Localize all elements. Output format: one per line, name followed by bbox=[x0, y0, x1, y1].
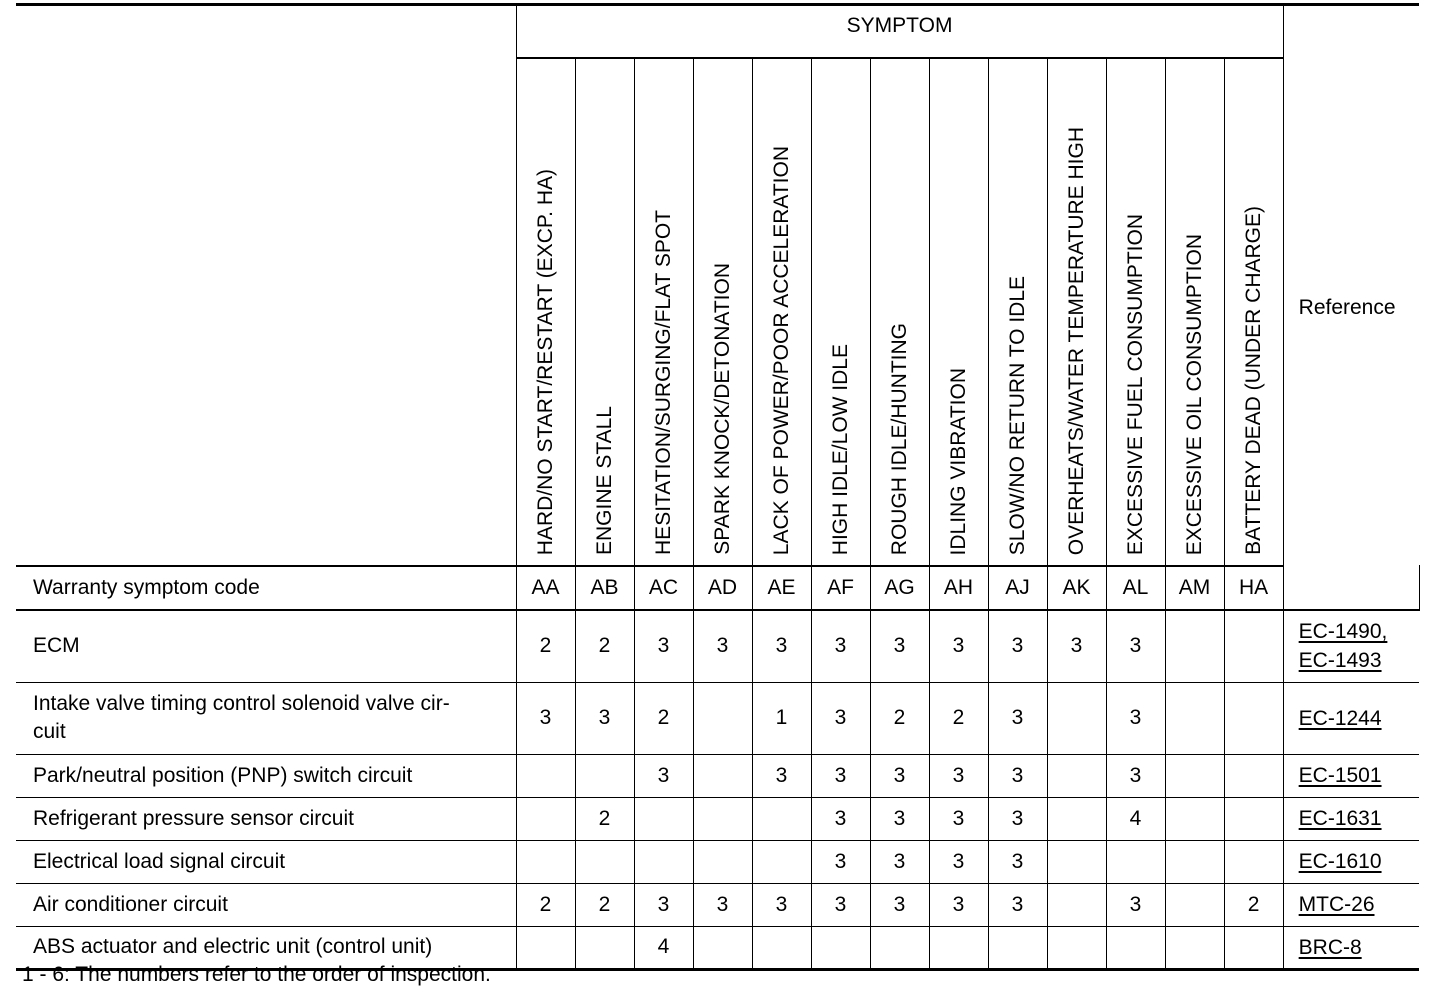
inspection-order-cell: 3 bbox=[929, 840, 988, 883]
inspection-order-cell bbox=[693, 840, 752, 883]
warranty-code-cell: AK bbox=[1047, 566, 1106, 610]
warranty-code-cell: AG bbox=[870, 566, 929, 610]
inspection-order-cell bbox=[988, 926, 1047, 969]
inspection-order-cell: 3 bbox=[870, 797, 929, 840]
inspection-order-cell bbox=[634, 840, 693, 883]
inspection-order-cell: 4 bbox=[1106, 797, 1165, 840]
inspection-order-cell: 3 bbox=[988, 797, 1047, 840]
symptom-column-label bbox=[516, 58, 575, 566]
reference-link[interactable]: EC-1610 bbox=[1298, 850, 1382, 873]
inspection-order-cell: 3 bbox=[988, 610, 1047, 682]
inspection-order-cell: 3 bbox=[929, 754, 988, 797]
symptom-label-text: LACK OF POWER/POOR ACCELERATION bbox=[769, 145, 793, 555]
inspection-order-cell: 3 bbox=[811, 610, 870, 682]
symptom-column-label bbox=[988, 58, 1047, 566]
inspection-order-cell: 3 bbox=[929, 610, 988, 682]
inspection-order-cell bbox=[1047, 926, 1106, 969]
inspection-order-cell bbox=[1224, 610, 1283, 682]
warranty-code-cell: AJ bbox=[988, 566, 1047, 610]
inspection-order-cell: 3 bbox=[929, 797, 988, 840]
inspection-order-cell bbox=[516, 797, 575, 840]
component-name: Refrigerant pressure sensor circuit bbox=[16, 797, 516, 840]
symptom-label-text: EXCESSIVE OIL CONSUMPTION bbox=[1182, 233, 1206, 555]
symptom-label-text: EXCESSIVE FUEL CONSUMPTION bbox=[1123, 213, 1147, 555]
inspection-order-cell bbox=[1047, 754, 1106, 797]
component-name: ABS actuator and electric unit (control unit) bbox=[16, 926, 516, 969]
inspection-order-cell bbox=[1224, 797, 1283, 840]
inspection-order-cell: 3 bbox=[929, 883, 988, 926]
inspection-order-cell bbox=[1165, 754, 1224, 797]
reference-cell bbox=[1283, 883, 1419, 926]
symptom-column-label bbox=[1106, 58, 1165, 566]
inspection-order-cell: 2 bbox=[516, 610, 575, 682]
inspection-order-cell bbox=[1047, 883, 1106, 926]
reference-header: Reference bbox=[1283, 5, 1419, 611]
inspection-order-cell: 3 bbox=[634, 883, 693, 926]
warranty-code-cell: AE bbox=[752, 566, 811, 610]
warranty-code-cell: AA bbox=[516, 566, 575, 610]
symptom-label-text: SLOW/NO RETURN TO IDLE bbox=[1005, 275, 1029, 555]
inspection-order-cell bbox=[516, 840, 575, 883]
warranty-code-row bbox=[16, 566, 1419, 610]
blank-corner-cell bbox=[16, 5, 516, 567]
inspection-order-cell bbox=[811, 926, 870, 969]
inspection-order-cell bbox=[1106, 840, 1165, 883]
inspection-order-cell bbox=[693, 754, 752, 797]
symptom-label-text: ROUGH IDLE/HUNTING bbox=[887, 322, 911, 555]
inspection-order-cell bbox=[516, 926, 575, 969]
table-row bbox=[16, 610, 1419, 682]
inspection-order-cell: 2 bbox=[575, 883, 634, 926]
inspection-order-cell bbox=[693, 682, 752, 754]
symptom-label-text: HIGH IDLE/LOW IDLE bbox=[828, 343, 852, 555]
inspection-order-cell: 3 bbox=[811, 682, 870, 754]
inspection-order-cell: 3 bbox=[1106, 754, 1165, 797]
reference-cell bbox=[1283, 840, 1419, 883]
inspection-order-cell bbox=[516, 754, 575, 797]
inspection-order-cell bbox=[575, 840, 634, 883]
inspection-order-cell bbox=[575, 926, 634, 969]
inspection-order-cell: 3 bbox=[870, 840, 929, 883]
component-name: Intake valve timing control solenoid valve cir- cuit bbox=[16, 682, 516, 754]
inspection-order-cell: 3 bbox=[811, 840, 870, 883]
reference-link[interactable]: BRC-8 bbox=[1298, 935, 1362, 959]
component-name: ECM bbox=[16, 610, 516, 682]
inspection-order-cell: 3 bbox=[1106, 682, 1165, 754]
symptom-label-text: IDLING VIBRATION bbox=[946, 367, 970, 555]
warranty-code-cell: HA bbox=[1224, 566, 1283, 610]
inspection-order-cell bbox=[929, 926, 988, 969]
inspection-order-cell bbox=[575, 754, 634, 797]
inspection-order-cell: 3 bbox=[988, 682, 1047, 754]
reference-cell bbox=[1283, 610, 1419, 682]
inspection-order-cell: 2 bbox=[575, 610, 634, 682]
inspection-order-cell: 3 bbox=[634, 610, 693, 682]
inspection-order-cell bbox=[1106, 926, 1165, 969]
inspection-order-cell bbox=[1165, 840, 1224, 883]
symptom-column-label bbox=[693, 58, 752, 566]
table-row bbox=[16, 883, 1419, 926]
inspection-order-cell: 3 bbox=[988, 883, 1047, 926]
inspection-order-cell: 3 bbox=[988, 840, 1047, 883]
warranty-code-cell: AB bbox=[575, 566, 634, 610]
component-name: Park/neutral position (PNP) switch circuit bbox=[16, 754, 516, 797]
table-row bbox=[16, 682, 1419, 754]
inspection-order-cell: 3 bbox=[870, 883, 929, 926]
inspection-order-cell: 3 bbox=[1047, 610, 1106, 682]
reference-link[interactable]: EC-1244 bbox=[1298, 706, 1382, 730]
symptom-label-text: BATTERY DEAD (UNDER CHARGE) bbox=[1241, 206, 1265, 555]
symptom-column-label bbox=[1224, 58, 1283, 566]
inspection-order-cell: 2 bbox=[634, 682, 693, 754]
warranty-code-label: Warranty symptom code bbox=[16, 566, 516, 610]
symptom-column-label bbox=[811, 58, 870, 566]
reference-link[interactable]: EC-1631 bbox=[1298, 807, 1382, 830]
inspection-order-cell: 3 bbox=[752, 610, 811, 682]
inspection-order-cell bbox=[1047, 840, 1106, 883]
inspection-order-cell: 3 bbox=[870, 754, 929, 797]
inspection-order-cell: 3 bbox=[693, 883, 752, 926]
table-row bbox=[16, 840, 1419, 883]
inspection-order-cell: 3 bbox=[752, 754, 811, 797]
inspection-order-cell: 3 bbox=[693, 610, 752, 682]
warranty-code-cell: AF bbox=[811, 566, 870, 610]
inspection-order-cell: 3 bbox=[575, 682, 634, 754]
symptom-column-label bbox=[1165, 58, 1224, 566]
inspection-order-cell bbox=[634, 797, 693, 840]
symptom-column-label bbox=[929, 58, 988, 566]
footnote: 1 - 6: The numbers refer to the order of inspection. bbox=[22, 963, 491, 986]
inspection-order-cell: 1 bbox=[752, 682, 811, 754]
symptom-label-text: OVERHEATS/WATER TEMPERATURE HIGH bbox=[1064, 126, 1088, 555]
inspection-order-cell: 3 bbox=[752, 883, 811, 926]
table-header bbox=[16, 5, 1419, 611]
inspection-order-cell: 3 bbox=[1106, 883, 1165, 926]
reference-cell bbox=[1283, 754, 1419, 797]
inspection-order-cell bbox=[1224, 840, 1283, 883]
warranty-code-cell: AM bbox=[1165, 566, 1224, 610]
reference-link[interactable]: EC-1490, bbox=[1298, 620, 1388, 644]
symptom-header: SYMPTOM bbox=[516, 5, 1283, 59]
reference-link[interactable]: MTC-26 bbox=[1298, 893, 1375, 916]
symptom-table bbox=[16, 3, 1419, 971]
reference-link[interactable]: EC-1501 bbox=[1298, 764, 1382, 787]
inspection-order-cell: 3 bbox=[811, 883, 870, 926]
inspection-order-cell bbox=[870, 926, 929, 969]
inspection-order-cell: 3 bbox=[988, 754, 1047, 797]
inspection-order-cell: 3 bbox=[870, 610, 929, 682]
symptom-column-label bbox=[1047, 58, 1106, 566]
reference-cell bbox=[1283, 926, 1419, 969]
symptom-column-label bbox=[575, 58, 634, 566]
symptom-label-text: SPARK KNOCK/DETONATION bbox=[710, 263, 734, 555]
warranty-code-cell: AL bbox=[1106, 566, 1165, 610]
inspection-order-cell bbox=[1165, 610, 1224, 682]
inspection-order-cell: 2 bbox=[516, 883, 575, 926]
inspection-order-cell bbox=[1224, 754, 1283, 797]
inspection-order-cell bbox=[1224, 682, 1283, 754]
component-name: Electrical load signal circuit bbox=[16, 840, 516, 883]
warranty-code-cell: AH bbox=[929, 566, 988, 610]
inspection-order-cell bbox=[1224, 926, 1283, 969]
inspection-order-cell: 3 bbox=[811, 754, 870, 797]
inspection-order-cell: 3 bbox=[516, 682, 575, 754]
inspection-order-cell bbox=[1047, 682, 1106, 754]
inspection-order-cell bbox=[1047, 797, 1106, 840]
warranty-code-cell: AD bbox=[693, 566, 752, 610]
symptom-label-text: HESITATION/SURGING/FLAT SPOT bbox=[651, 210, 675, 555]
symptom-label-text: HARD/NO START/RESTART (EXCP. HA) bbox=[533, 168, 557, 555]
component-name: Air conditioner circuit bbox=[16, 883, 516, 926]
inspection-order-cell bbox=[752, 797, 811, 840]
inspection-order-cell: 2 bbox=[575, 797, 634, 840]
table-body bbox=[16, 610, 1419, 969]
inspection-order-cell bbox=[693, 926, 752, 969]
symptom-header-row bbox=[16, 5, 1419, 59]
inspection-order-cell bbox=[1165, 797, 1224, 840]
table-row bbox=[16, 754, 1419, 797]
inspection-order-cell: 2 bbox=[870, 682, 929, 754]
inspection-order-cell bbox=[693, 797, 752, 840]
table-row bbox=[16, 797, 1419, 840]
reference-cell bbox=[1283, 682, 1419, 754]
inspection-order-cell: 3 bbox=[634, 754, 693, 797]
inspection-order-cell bbox=[752, 926, 811, 969]
inspection-order-cell bbox=[1165, 883, 1224, 926]
inspection-order-cell bbox=[1165, 926, 1224, 969]
inspection-order-cell: 3 bbox=[811, 797, 870, 840]
symptom-column-label bbox=[634, 58, 693, 566]
warranty-code-cell: AC bbox=[634, 566, 693, 610]
reference-link[interactable]: EC-1493 bbox=[1298, 649, 1382, 673]
inspection-order-cell: 2 bbox=[929, 682, 988, 754]
inspection-order-cell bbox=[1165, 682, 1224, 754]
inspection-order-cell bbox=[752, 840, 811, 883]
inspection-order-cell: 2 bbox=[1224, 883, 1283, 926]
inspection-order-cell: 4 bbox=[634, 926, 693, 969]
symptom-column-label bbox=[752, 58, 811, 566]
inspection-order-cell: 3 bbox=[1106, 610, 1165, 682]
symptom-column-label bbox=[870, 58, 929, 566]
symptom-label-text: ENGINE STALL bbox=[592, 406, 616, 555]
reference-cell bbox=[1283, 797, 1419, 840]
